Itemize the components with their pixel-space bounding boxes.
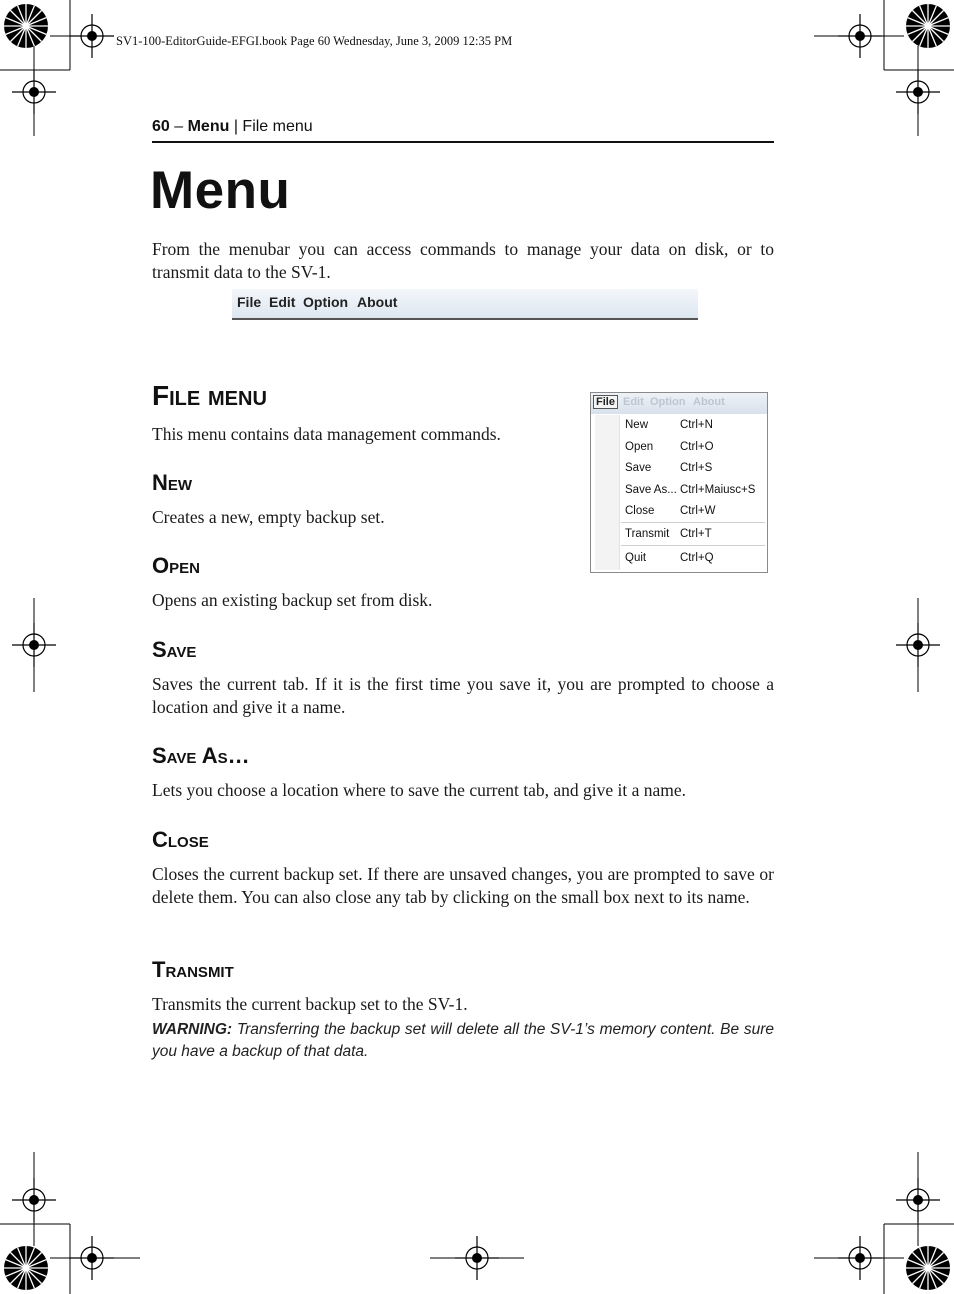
fm-bar-edit: Edit xyxy=(623,396,644,408)
menubar-edit: Edit xyxy=(269,294,296,310)
menubar-file: File xyxy=(237,294,262,310)
fm-shortcut-quit: Ctrl+Q xyxy=(680,552,714,564)
fm-item-transmit: Transmit xyxy=(625,528,670,540)
section-save-text: Saves the current tab. If it is the first time you save it, you are prompted to choose a location and give it a name. xyxy=(152,674,774,717)
fm-item-save-as: Save As... xyxy=(625,484,677,496)
fm-shortcut-close: Ctrl+W xyxy=(680,505,716,517)
print-slug: SV1-100-EditorGuide-EFGI.book Page 60 Wednesday, June 3, 2009 12:35 PM xyxy=(116,34,513,48)
fm-shortcut-transmit: Ctrl+T xyxy=(680,528,712,540)
fm-icon-gutter xyxy=(595,415,620,570)
file-menu-screenshot xyxy=(590,392,768,573)
warning-note xyxy=(152,1019,774,1063)
section-save-as-heading: Save As… xyxy=(152,743,250,768)
running-head-section: Menu xyxy=(187,118,230,135)
fm-shortcut-save-as: Ctrl+Maiusc+S xyxy=(680,484,756,496)
fm-item-save: Save xyxy=(625,462,652,474)
section-close-heading: Close xyxy=(152,827,209,852)
warning-text: Transferring the backup set will delete all the SV-1’s memory content. Be sure you have a backup of that data. xyxy=(152,1021,774,1060)
section-open-text: Opens an existing backup set from disk. xyxy=(152,590,433,610)
menubar-about: About xyxy=(357,294,398,310)
section-new-heading: New xyxy=(152,470,193,495)
file-menu-heading: File menu xyxy=(152,380,267,411)
section-new-text: Creates a new, empty backup set. xyxy=(152,507,385,527)
fm-separator xyxy=(621,522,765,523)
page-number: 60 xyxy=(152,118,170,135)
section-transmit-heading: Transmit xyxy=(152,957,234,982)
running-head-separator: | xyxy=(229,118,243,135)
fm-item-open: Open xyxy=(625,441,654,453)
fm-item-quit: Quit xyxy=(625,552,647,564)
section-save-heading: Save xyxy=(152,637,197,662)
fm-shortcut-save: Ctrl+S xyxy=(680,462,713,474)
menubar-option: Option xyxy=(303,294,349,310)
warning-label: WARNING: xyxy=(152,1021,233,1038)
section-close-text: Closes the current backup set. If there are unsaved changes, you are prompted to save or delete them. You can also close any tab by clicking on the small box next to its name. xyxy=(152,864,774,907)
header-rule xyxy=(152,141,774,143)
fm-bar-file: File xyxy=(593,395,618,409)
file-menu-intro: This menu contains data management commands. xyxy=(152,424,501,444)
fm-separator xyxy=(621,545,765,546)
fm-bar-about: About xyxy=(693,396,725,408)
menubar-screenshot xyxy=(232,289,698,320)
fm-shortcut-open: Ctrl+O xyxy=(680,441,714,453)
section-save-as-text: Lets you choose a location where to save the current tab, and give it a name. xyxy=(152,780,687,800)
intro-paragraph: From the menubar you can access commands to manage your data on disk, or to transmit data to the SV-1. xyxy=(152,239,774,282)
fm-item-new: New xyxy=(625,419,649,431)
section-transmit-text: Transmits the current backup set to the SV-1. xyxy=(152,994,468,1014)
file-menu-screenshot-bar xyxy=(591,393,767,414)
fm-shortcut-new: Ctrl+N xyxy=(680,419,713,431)
fm-item-close: Close xyxy=(625,505,655,517)
running-head-subsection: File menu xyxy=(242,118,313,135)
running-head xyxy=(152,118,313,136)
running-head-dash: – xyxy=(169,118,188,135)
fm-bar-option: Option xyxy=(650,396,686,408)
section-open-heading: Open xyxy=(152,553,200,578)
page-title: Menu xyxy=(150,161,291,220)
